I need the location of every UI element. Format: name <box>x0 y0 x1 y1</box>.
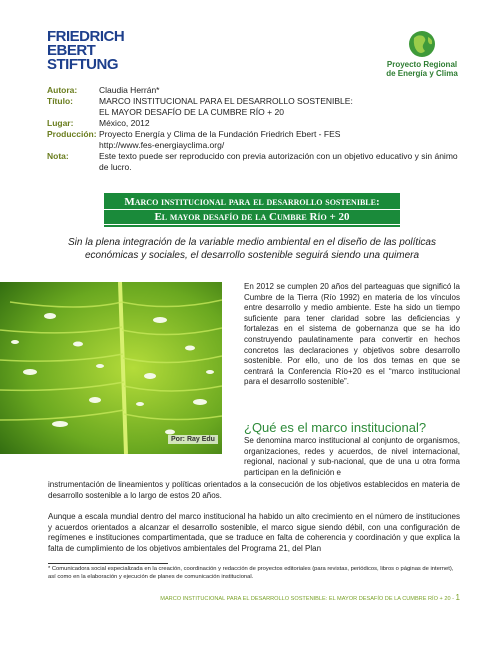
subtitle: Sin la plena integración de la variable medio ambiental en el diseño de las políticas económicas y sociales, el desarrollo sostenible seguirá siendo una quimera <box>67 237 436 261</box>
definition-paragraph: Se denomina marco institucional al conjunto de organismos, organizaciones, redes y acuerdos, de nivel internacional, regional, nacional y sub-nacional, que de una u otra forma participan en la definición e <box>244 436 460 477</box>
meta-row: de lucro. <box>99 162 132 172</box>
footer-title: MARCO INSTITUCIONAL PARA EL DESARROLLO SOSTENIBLE: EL MAYOR DESAFÍO DE LA CUMBRE RÍO + 20 - <box>160 596 454 602</box>
photo-credit: Por: Ray Edu <box>168 435 218 444</box>
fes-logo-line1: FRIEDRICH <box>47 28 125 45</box>
meta-row: EL MAYOR DESAFÍO DE LA CUMBRE RÍO + 20 <box>99 107 284 117</box>
meta-row: Producción: Proyecto Energía y Clima de la Fundación Friedrich Ebert - FES <box>47 129 341 139</box>
title-banner <box>104 193 400 227</box>
meta-row: Título: MARCO INSTITUCIONAL PARA EL DESARROLLO SOSTENIBLE: <box>47 96 353 106</box>
fes-logo <box>47 30 127 72</box>
globe-icon <box>400 30 444 58</box>
page-footer <box>48 593 460 602</box>
intro-paragraph: En 2012 se cumplen 20 años del parteaguas que significó la Cumbre de la Tierra (Río 1992) en materia de los vínculos entre desarrollo y medio ambiente. Este ha sido un tiempo suficiente para tener claridad sobre las deficiencias y fortalezas en el sistema de gobernanza que se ha ido construyendo paulatinamente para convertir en hechos concretos las declaraciones y objetivos sobre desarrollo sostenible. Por ello, uno de los dos temas en que se centrará la Conferencia Río+20 es el “marco institucional para el desarrollo sostenible”. <box>244 282 460 387</box>
banner-line2: El mayor desafío de la Cumbre Río + 20 <box>104 210 400 225</box>
leaf-photo <box>0 282 222 454</box>
body-paragraph: Aunque a escala mundial dentro del marco institucional ha habido un alto crecimiento en el número de instituciones y acuerdos orientados a alcanzar el desarrollo sostenible, el marco sigue siendo débil, con una configuración de regímenes e instituciones compartimentada, que se traduce en falta de coherencia y coordinación y que explica la falta de cumplimiento de los objetivos ambientales del Programa 21, del Plan <box>48 512 460 553</box>
meta-row <box>47 140 467 151</box>
footnote-divider <box>48 563 168 564</box>
footnote: * Comunicadora social especializada en la creación, coordinación y redacción de proyectos editoriales (para revistas, periódicos, libros o páginas de internet), así como en la elaboración y ejecución de planes de comunicación institucional. <box>48 566 454 580</box>
fes-logo-line3: STIFTUNG <box>47 56 118 73</box>
section-heading: ¿Qué es el marco institucional? <box>244 420 427 435</box>
meta-row: Autora: Claudia Herrán* <box>47 85 160 95</box>
project-url[interactable]: http://www.fes-energiayclima.org/ <box>99 140 225 150</box>
project-logo <box>382 30 462 78</box>
meta-row: Lugar: México, 2012 <box>47 118 150 128</box>
page-number: 1 <box>455 593 460 602</box>
definition-paragraph-continued: instrumentación de lineamientos y políticas orientados a la consecución de los objetivos establecidos en materia de desarrollo sostenible a lo largo de estos 20 años. <box>48 480 460 500</box>
document-metadata <box>47 85 467 173</box>
project-logo-line2: de Energía y Clima <box>386 69 458 78</box>
meta-row: Nota: Este texto puede ser reproducido con previa autorización con un objetivo educativo y sin ánimo <box>47 151 458 161</box>
banner-line1: Marco institucional para el desarrollo sostenible: <box>104 195 400 210</box>
fes-logo-line2: EBERT <box>47 42 96 59</box>
project-logo-line1: Proyecto Regional <box>386 60 458 69</box>
